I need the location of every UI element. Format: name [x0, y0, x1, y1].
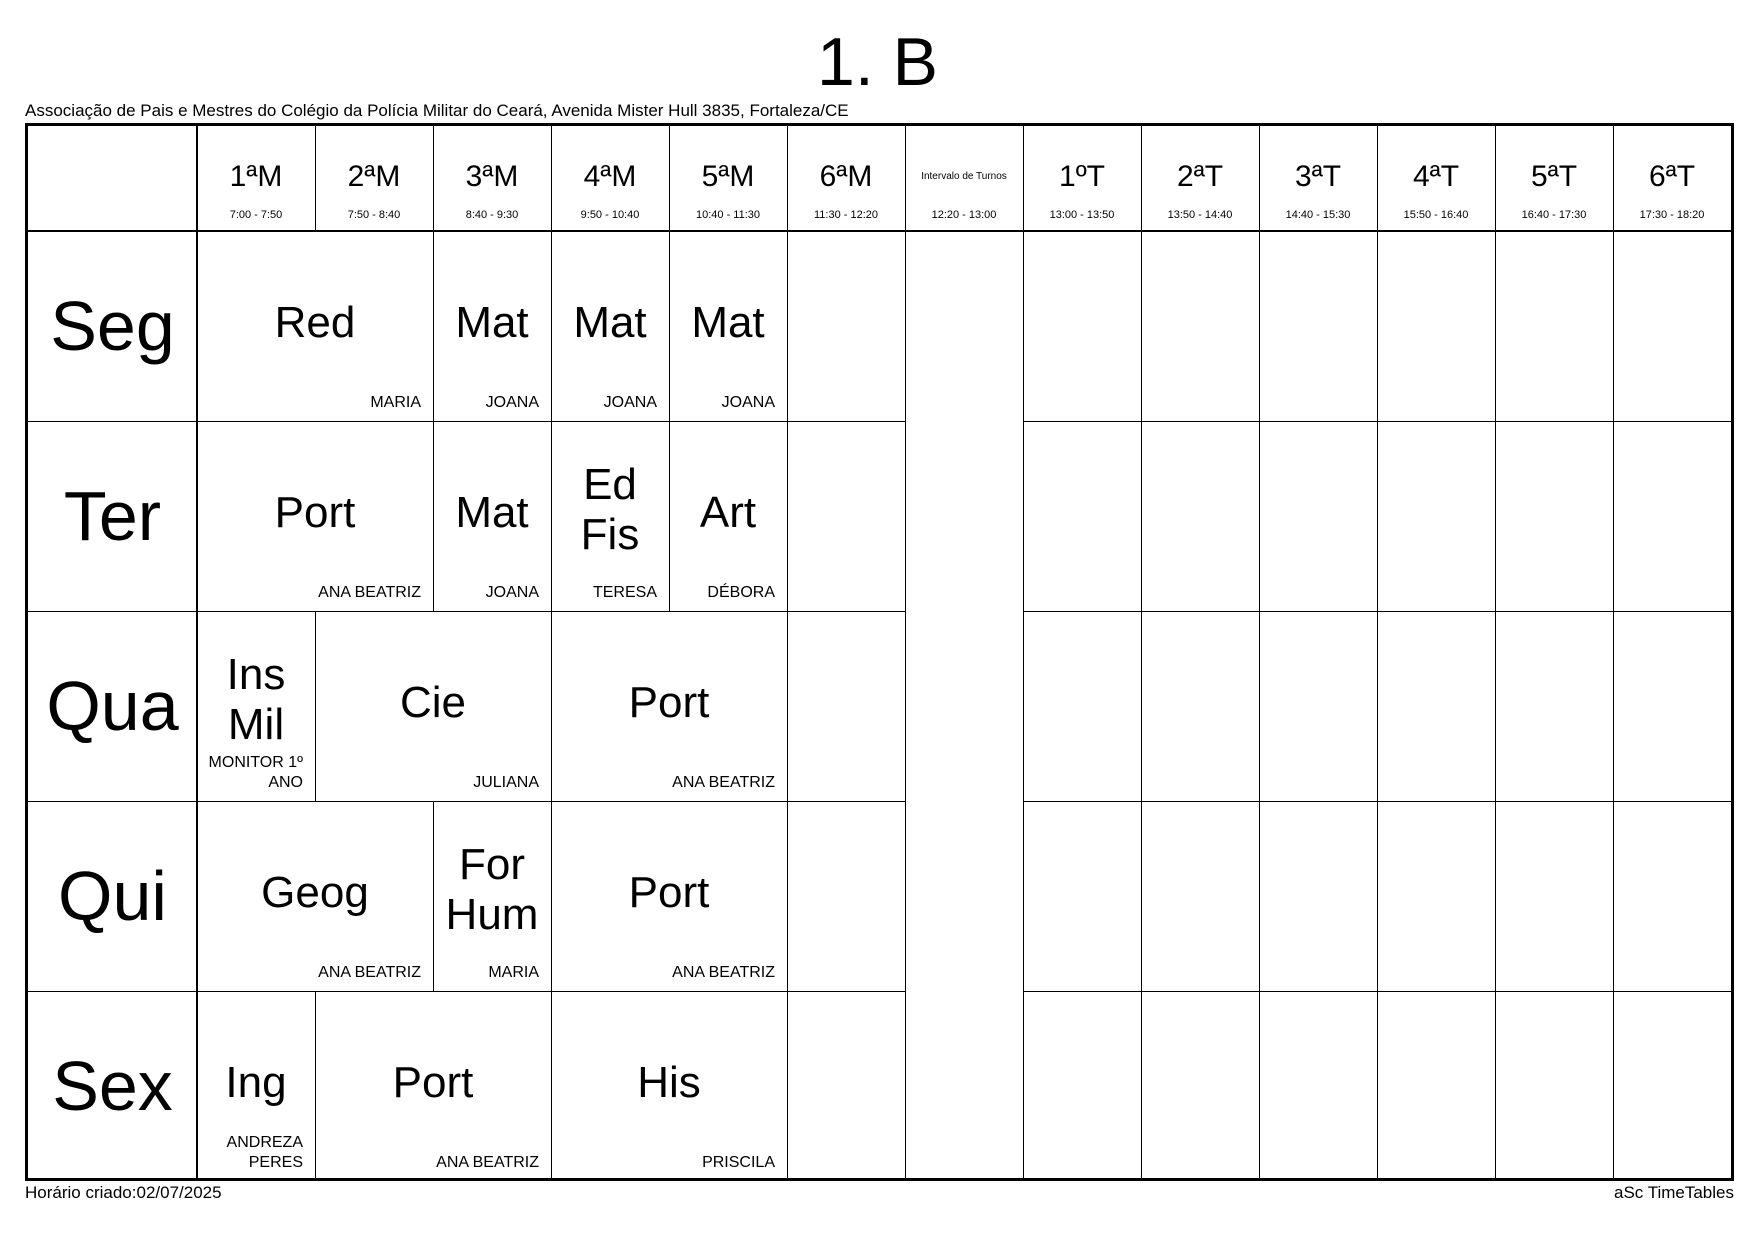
lesson-card[interactable] — [197, 801, 433, 991]
grid-line — [1141, 421, 1142, 611]
lesson-card[interactable] — [551, 231, 669, 421]
lesson-subject: Mat — [455, 488, 529, 537]
period-label: 6ªT — [1648, 160, 1696, 193]
period-header — [905, 126, 1023, 231]
period-header — [1377, 126, 1495, 231]
grid-line — [1377, 611, 1378, 801]
grid-line — [905, 801, 906, 991]
lesson-card[interactable] — [315, 991, 551, 1181]
period-label: 1ªM — [229, 160, 283, 193]
grid-line — [1023, 126, 1024, 231]
lesson-card[interactable] — [551, 801, 787, 991]
grid-line — [1023, 611, 1024, 801]
period-label: 4ªT — [1412, 160, 1460, 193]
grid-line — [1023, 991, 1024, 1181]
period-time: 7:50 - 8:40 — [347, 209, 401, 221]
day-label: Ter — [63, 477, 162, 555]
period-header — [551, 126, 669, 231]
lesson-subject: For Hum — [445, 840, 539, 939]
period-time: 13:00 - 13:50 — [1049, 209, 1115, 221]
grid-line — [1495, 421, 1496, 611]
grid-line — [1495, 801, 1496, 991]
period-time: 16:40 - 17:30 — [1521, 209, 1587, 221]
grid-line — [1613, 421, 1614, 611]
grid-line — [669, 126, 670, 231]
grid-line — [1141, 991, 1142, 1181]
grid-line — [905, 126, 906, 231]
lesson-subject: Cie — [399, 678, 467, 727]
lesson-card[interactable] — [197, 991, 315, 1181]
grid-line — [787, 991, 788, 1181]
grid-line — [1377, 991, 1378, 1181]
grid-line — [1495, 126, 1496, 231]
lesson-teacher: PRISCILA — [702, 1154, 775, 1171]
period-label: 4ªM — [583, 160, 637, 193]
period-header — [1259, 126, 1377, 231]
lesson-card[interactable] — [669, 231, 787, 421]
grid-line — [787, 421, 788, 611]
period-header — [1023, 126, 1141, 231]
grid-line — [1023, 801, 1024, 991]
lesson-subject: Red — [274, 298, 356, 347]
lesson-subject: Mat — [455, 298, 529, 347]
lesson-subject: Mat — [691, 298, 765, 347]
school-address: Associação de Pais e Mestres do Colégio da Polícia Militar do Ceará, Avenida Mister Hull 3835, Fortaleza/CE — [25, 101, 849, 120]
period-time: 10:40 - 11:30 — [695, 209, 760, 221]
period-label: 3ªM — [465, 160, 519, 193]
lesson-subject: Port — [274, 488, 356, 537]
grid-line — [1259, 231, 1260, 421]
period-label: 2ªT — [1176, 160, 1224, 193]
lesson-subject: Port — [392, 1058, 474, 1107]
timetable-grid — [25, 123, 1734, 1181]
lesson-subject: Mat — [573, 298, 647, 347]
lesson-teacher: DÉBORA — [707, 584, 775, 601]
grid-line — [1141, 231, 1142, 421]
period-time: 17:30 - 18:20 — [1639, 209, 1705, 221]
period-label: 1ºT — [1059, 160, 1105, 193]
period-time: 11:30 - 12:20 — [813, 209, 878, 221]
grid-line — [1023, 991, 1731, 992]
lesson-teacher: ANA BEATRIZ — [318, 584, 421, 601]
lesson-teacher: JULIANA — [473, 774, 539, 791]
page-title: 1. B — [817, 24, 938, 100]
grid-line — [787, 126, 788, 231]
grid-line — [1495, 611, 1496, 801]
grid-line — [905, 231, 906, 421]
lesson-card[interactable] — [669, 421, 787, 611]
grid-line — [1377, 801, 1378, 991]
period-time: 13:50 - 14:40 — [1167, 209, 1233, 221]
lesson-card[interactable] — [197, 231, 433, 421]
grid-line — [1259, 991, 1260, 1181]
grid-line — [1613, 231, 1614, 421]
grid-line — [1023, 421, 1731, 422]
day-label: Seg — [50, 287, 175, 365]
lesson-card[interactable] — [551, 611, 787, 801]
lesson-subject: Port — [628, 678, 710, 727]
period-time: 8:40 - 9:30 — [465, 209, 519, 221]
lesson-teacher: MARIA — [370, 394, 421, 411]
grid-line — [1613, 611, 1614, 801]
period-label: 5ªT — [1530, 160, 1578, 193]
lesson-subject: Ed Fis — [580, 460, 640, 559]
grid-line — [1023, 421, 1024, 611]
grid-line — [905, 611, 906, 801]
grid-line — [1613, 991, 1614, 1181]
grid-line — [1259, 801, 1260, 991]
lesson-card[interactable] — [315, 611, 551, 801]
grid-line — [1023, 231, 1024, 421]
lesson-teacher: ANDREZA PERES — [226, 1134, 303, 1171]
lesson-teacher: JOANA — [485, 584, 539, 601]
lesson-card[interactable] — [551, 421, 669, 611]
lesson-teacher: MONITOR 1º ANO — [208, 754, 303, 791]
day-label: Sex — [52, 1047, 173, 1125]
lesson-subject: Ing — [225, 1058, 287, 1107]
lesson-teacher: JOANA — [721, 394, 775, 411]
grid-line — [1377, 421, 1378, 611]
period-header — [1613, 126, 1731, 231]
grid-line — [787, 231, 788, 421]
grid-line — [787, 801, 788, 991]
grid-line — [1495, 231, 1496, 421]
period-time: 14:40 - 15:30 — [1285, 209, 1351, 221]
grid-line — [315, 126, 316, 231]
grid-line — [1259, 421, 1260, 611]
period-header — [315, 126, 433, 231]
lesson-teacher: TERESA — [592, 584, 657, 601]
period-label: 6ªM — [819, 160, 873, 193]
period-header — [1495, 126, 1613, 231]
lesson-card[interactable] — [433, 231, 551, 421]
period-label: 3ªT — [1294, 160, 1342, 193]
lesson-teacher: ANA BEATRIZ — [672, 964, 775, 981]
period-time: 12:20 - 13:00 — [931, 209, 997, 221]
lesson-card[interactable] — [433, 801, 551, 991]
lesson-teacher: ANA BEATRIZ — [436, 1154, 539, 1171]
grid-line — [905, 991, 906, 1181]
period-time: 15:50 - 16:40 — [1403, 209, 1469, 221]
grid-line — [1023, 611, 1731, 612]
lesson-subject: His — [637, 1058, 701, 1107]
lesson-subject: Port — [628, 868, 710, 917]
lesson-teacher: JOANA — [485, 394, 539, 411]
period-header — [1141, 126, 1259, 231]
grid-line — [551, 126, 552, 231]
period-label: 2ªM — [347, 160, 401, 193]
created-date: Horário criado:02/07/2025 — [25, 1183, 222, 1202]
grid-line — [1613, 801, 1614, 991]
period-time: 7:00 - 7:50 — [229, 209, 283, 221]
period-time: 9:50 - 10:40 — [580, 209, 640, 221]
grid-line — [1141, 126, 1142, 231]
grid-line — [1259, 126, 1260, 231]
grid-line — [1613, 126, 1614, 231]
period-header — [197, 126, 315, 231]
lesson-card[interactable] — [197, 421, 433, 611]
grid-line — [1023, 801, 1731, 802]
lesson-card[interactable] — [433, 421, 551, 611]
period-header — [669, 126, 787, 231]
period-label: Intervalo de Turnos — [921, 171, 1007, 182]
brand-label: aSc TimeTables — [1614, 1183, 1734, 1202]
lesson-card[interactable] — [197, 611, 315, 801]
day-label: Qua — [46, 667, 179, 745]
lesson-subject: Art — [699, 488, 757, 537]
grid-line — [1495, 991, 1496, 1181]
grid-line — [905, 421, 906, 611]
grid-line — [787, 611, 788, 801]
lesson-subject: Ins Mil — [226, 650, 286, 749]
grid-line — [1377, 126, 1378, 231]
lesson-subject: Geog — [261, 868, 369, 917]
grid-line — [1259, 611, 1260, 801]
lesson-teacher: ANA BEATRIZ — [672, 774, 775, 791]
grid-line — [1141, 801, 1142, 991]
period-header — [787, 126, 905, 231]
lesson-teacher: MARIA — [488, 964, 539, 981]
grid-line — [433, 126, 434, 231]
period-label: 5ªM — [701, 160, 755, 193]
lesson-teacher: ANA BEATRIZ — [318, 964, 421, 981]
day-label: Qui — [58, 857, 167, 935]
grid-line — [1141, 611, 1142, 801]
grid-line — [1377, 231, 1378, 421]
period-header — [433, 126, 551, 231]
lesson-teacher: JOANA — [603, 394, 657, 411]
lesson-card[interactable] — [551, 991, 787, 1181]
